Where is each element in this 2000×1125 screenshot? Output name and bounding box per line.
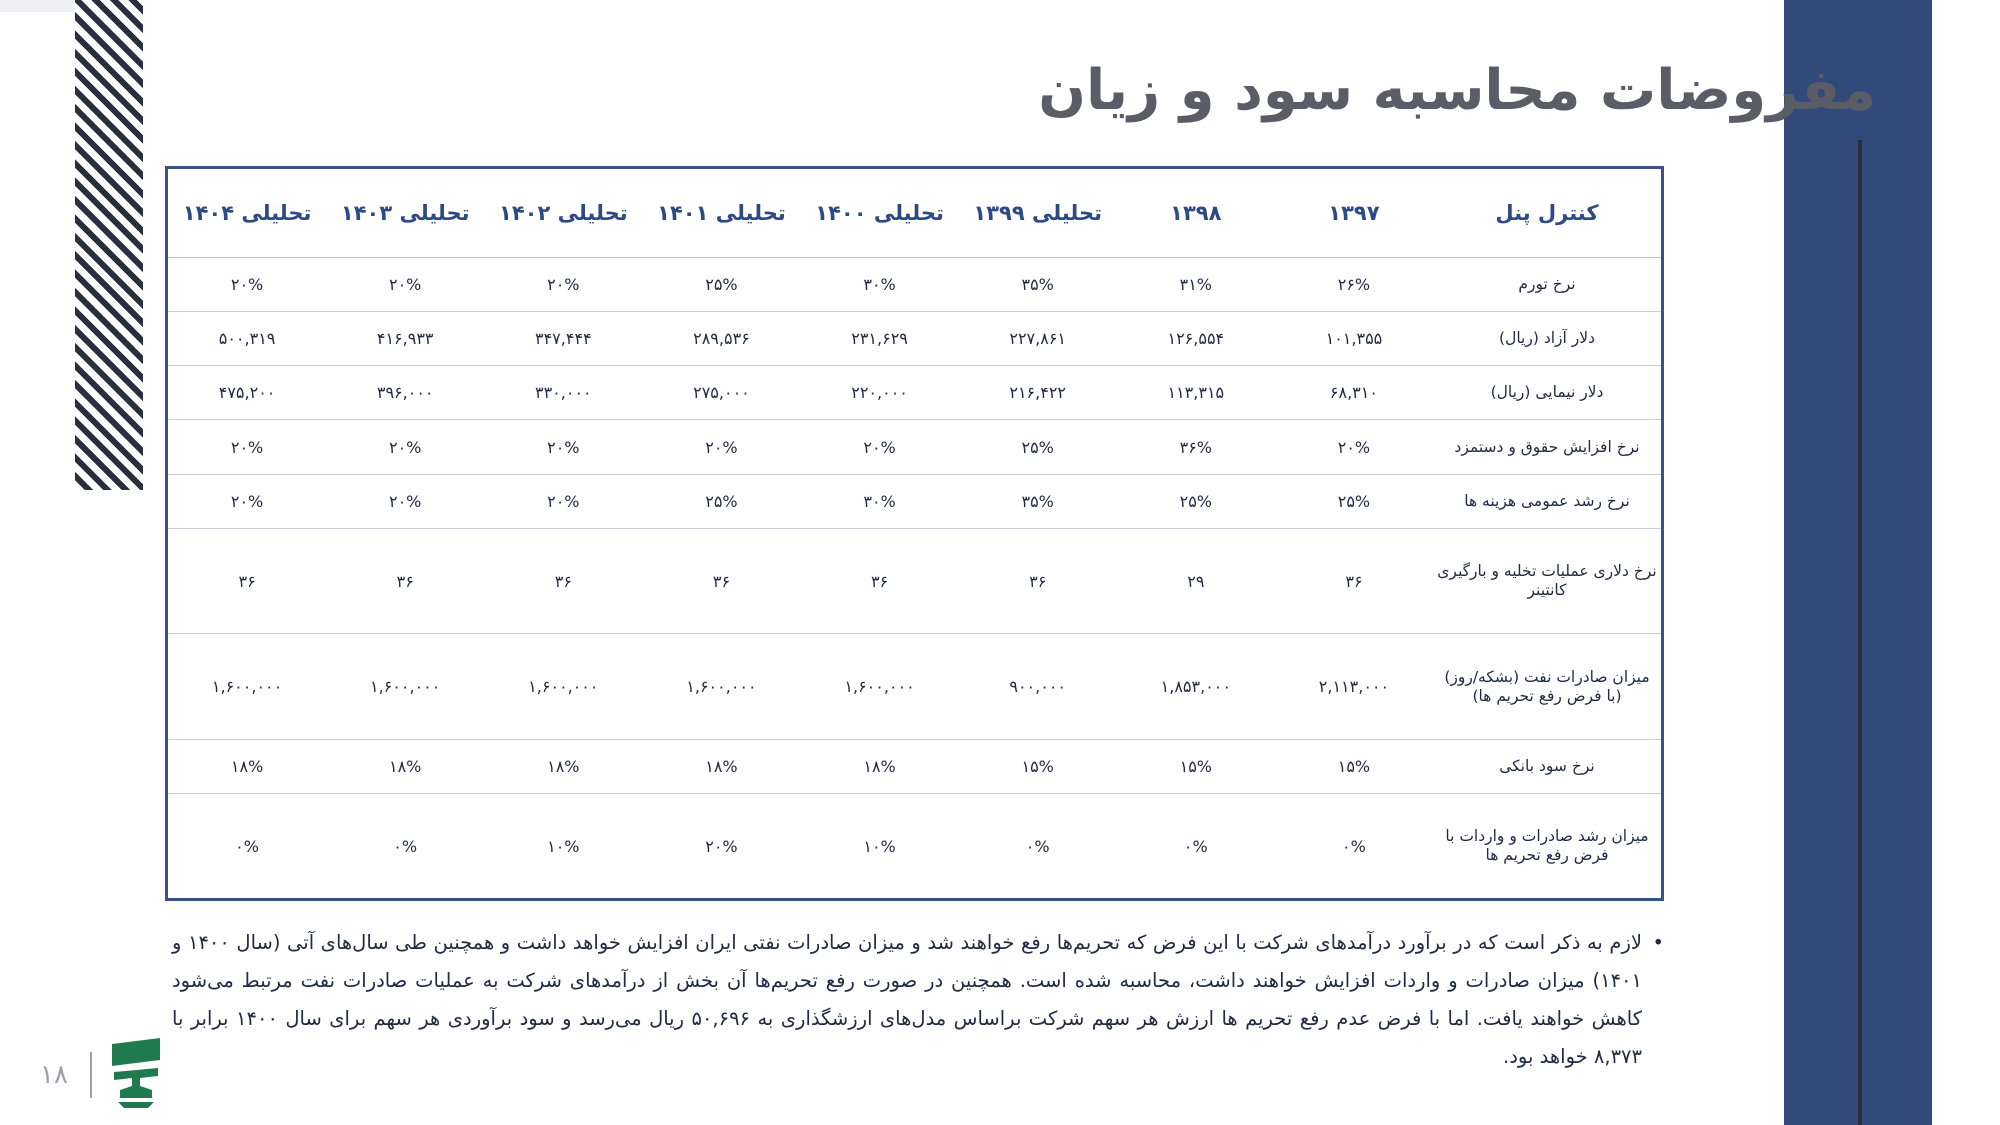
table-row — [168, 794, 1661, 898]
table-row — [168, 634, 1661, 740]
row-label: نرخ سود بانکی — [1433, 740, 1661, 794]
row-label: نرخ رشد عمومی هزینه ها — [1433, 474, 1661, 528]
table-cell: ۲۳۱,۶۲۹ — [801, 312, 959, 366]
table-cell: ۲۰% — [1275, 420, 1433, 474]
header-1398: ۱۳۹۸ — [1117, 169, 1275, 258]
table-cell: ۲۰% — [326, 420, 484, 474]
table-cell: ۴۷۵,۲۰۰ — [168, 366, 326, 420]
table-cell: ۱۲۶,۵۵۴ — [1117, 312, 1275, 366]
footnote-paragraph — [172, 924, 1664, 1076]
table-cell: ۰% — [1183, 836, 1208, 856]
table-cell: ۳۰% — [801, 474, 959, 528]
table-cell: ۳۰% — [801, 258, 959, 312]
header-1403: تحلیلی ۱۴۰۳ — [326, 169, 484, 258]
table-cell: ۰% — [1025, 836, 1050, 856]
table-cell: ۲۰% — [484, 474, 642, 528]
header-1402: تحلیلی ۱۴۰۲ — [484, 169, 642, 258]
table-cell: ۳۶ — [801, 528, 959, 634]
table-cell: ۲۵% — [959, 420, 1117, 474]
table-cell: ۱۰% — [863, 836, 896, 856]
table-cell: ۳۶ — [1275, 528, 1433, 634]
table-cell: ۱۸% — [326, 740, 484, 794]
table-cell: ۱۰% — [547, 836, 580, 856]
page-number-divider — [90, 1052, 92, 1098]
row-label: دلار آزاد (ریال) — [1433, 312, 1661, 366]
table-cell: ۳۶ — [642, 528, 800, 634]
table-cell: ۲۸۹,۵۳۶ — [642, 312, 800, 366]
table-row — [168, 474, 1661, 528]
table-cell: ۳۶ — [959, 528, 1117, 634]
row-label: دلار نیمایی (ریال) — [1433, 366, 1661, 420]
table-cell: ۱۸% — [484, 740, 642, 794]
row-label: نرخ تورم — [1433, 258, 1661, 312]
row-label: میزان رشد صادرات و واردات با فرض رفع تحریم ها — [1445, 827, 1649, 865]
table-cell: ۳۳۰,۰۰۰ — [484, 366, 642, 420]
table-cell: ۳۴۷,۴۴۴ — [484, 312, 642, 366]
table-cell: ۲۱۶,۴۲۲ — [959, 366, 1117, 420]
table-cell: ۱,۸۵۳,۰۰۰ — [1117, 634, 1275, 740]
table-cell: ۱۱۳,۳۱۵ — [1117, 366, 1275, 420]
table-cell: ۲۰% — [705, 836, 738, 856]
table-cell: ۲,۱۱۳,۰۰۰ — [1275, 634, 1433, 740]
table-cell: ۶۸,۳۱۰ — [1275, 366, 1433, 420]
table-cell: ۲۹ — [1117, 528, 1275, 634]
table-cell: ۱۸% — [801, 740, 959, 794]
row-label: میزان صادرات نفت (بشکه/روز) (با فرض رفع تحریم ها) — [1433, 634, 1661, 740]
table-cell: ۱۵% — [1275, 740, 1433, 794]
decorative-stripes — [75, 0, 143, 490]
header-control-panel: کنترل پنل — [1433, 169, 1661, 258]
table-cell: ۲۵% — [1275, 474, 1433, 528]
row-label: نرخ دلاری عملیات تخلیه و بارگیری کانتینر — [1433, 528, 1661, 634]
table-cell: ۱۵% — [1117, 740, 1275, 794]
header-1400: تحلیلی ۱۴۰۰ — [801, 169, 959, 258]
table-cell: ۲۷۵,۰۰۰ — [642, 366, 800, 420]
table-cell: ۲۰% — [168, 258, 326, 312]
table-cell: ۱,۶۰۰,۰۰۰ — [484, 634, 642, 740]
table-cell: ۲۰% — [484, 420, 642, 474]
table-cell: ۲۲۷,۸۶۱ — [959, 312, 1117, 366]
table-cell: ۲۰% — [484, 258, 642, 312]
table-row — [168, 528, 1661, 634]
table-cell: ۲۵% — [1117, 474, 1275, 528]
table-cell: ۳۶ — [168, 528, 326, 634]
table-cell: ۳۶% — [1117, 420, 1275, 474]
table-cell: ۲۵% — [642, 474, 800, 528]
page-number: ۱۸ — [40, 1060, 68, 1090]
assumptions-table — [168, 169, 1661, 898]
table-cell: ۰% — [1342, 836, 1366, 856]
row-label: نرخ افزایش حقوق و دستمزد — [1433, 420, 1661, 474]
table-cell: ۴۱۶,۹۳۳ — [326, 312, 484, 366]
table-cell: ۵۰۰,۳۱۹ — [168, 312, 326, 366]
header-1397: ۱۳۹۷ — [1275, 169, 1433, 258]
table-cell: ۳۹۶,۰۰۰ — [326, 366, 484, 420]
table-row — [168, 420, 1661, 474]
header-1399: تحلیلی ۱۳۹۹ — [959, 169, 1117, 258]
table-cell: ۱,۶۰۰,۰۰۰ — [168, 634, 326, 740]
assumptions-table-container — [165, 166, 1664, 901]
right-decorative-line — [1858, 140, 1862, 1125]
table-cell: ۱۵% — [959, 740, 1117, 794]
table-row — [168, 312, 1661, 366]
table-cell: ۳۵% — [959, 258, 1117, 312]
table-cell: ۱,۶۰۰,۰۰۰ — [801, 634, 959, 740]
company-logo-icon — [108, 1038, 164, 1108]
table-cell: ۳۶ — [484, 528, 642, 634]
table-cell: ۳۵% — [959, 474, 1117, 528]
table-cell: ۰% — [235, 836, 259, 856]
table-cell: ۲۵% — [642, 258, 800, 312]
bullet-icon: • — [1652, 931, 1664, 954]
table-cell: ۲۰% — [326, 474, 484, 528]
table-row — [168, 258, 1661, 312]
table-row — [168, 366, 1661, 420]
table-cell: ۳۶ — [326, 528, 484, 634]
header-1401: تحلیلی ۱۴۰۱ — [642, 169, 800, 258]
table-cell: ۲۶% — [1275, 258, 1433, 312]
table-cell: ۱,۶۰۰,۰۰۰ — [326, 634, 484, 740]
table-cell: ۱,۶۰۰,۰۰۰ — [642, 634, 800, 740]
table-row — [168, 740, 1661, 794]
table-cell: ۲۰% — [168, 474, 326, 528]
table-cell: ۲۰% — [801, 420, 959, 474]
table-header-row — [168, 169, 1661, 258]
table-cell: ۲۰% — [642, 420, 800, 474]
table-cell: ۹۰۰,۰۰۰ — [959, 634, 1117, 740]
table-cell: ۱۸% — [168, 740, 326, 794]
table-cell: ۱۰۱,۳۵۵ — [1275, 312, 1433, 366]
table-cell: ۲۰% — [326, 258, 484, 312]
page-title: مفروضات محاسبه سود و زیان — [1038, 58, 1876, 123]
footnote-text: لازم به ذکر است که در برآورد درآمدهای شرکت با این فرض که تحریم‌ها رفع خواهند شد و میزان صادرات نفتی ایران افزایش خواهد داشت و همچنین طی سال‌های آتی (سال ۱۴۰۰ و ۱۴۰۱) میزان صادرات و واردات افزایش خواهند داشت، محاسبه شده است. همچنین در صورت رفع تحریم‌ها آن بخش از درآمدهای شرکت به عملیات صادرات نفت مرتبط می‌شود کاهش خواهند یافت. اما با فرض عدم رفع تحریم ها ارزش هر سهم شرکت براساس مدل‌های ارزشگذاری به ۵۰,۶۹۶ ریال می‌رسد و سود برآوردی هر سهم برای سال ۱۴۰۰ برابر با ۸,۳۷۳ خواهد بود. — [172, 931, 1642, 1068]
table-cell: ۰% — [393, 836, 418, 856]
table-cell: ۳۱% — [1117, 258, 1275, 312]
table-cell: ۱۸% — [642, 740, 800, 794]
table-cell: ۲۰% — [168, 420, 326, 474]
table-cell: ۲۲۰,۰۰۰ — [801, 366, 959, 420]
header-1404: تحلیلی ۱۴۰۴ — [168, 169, 326, 258]
